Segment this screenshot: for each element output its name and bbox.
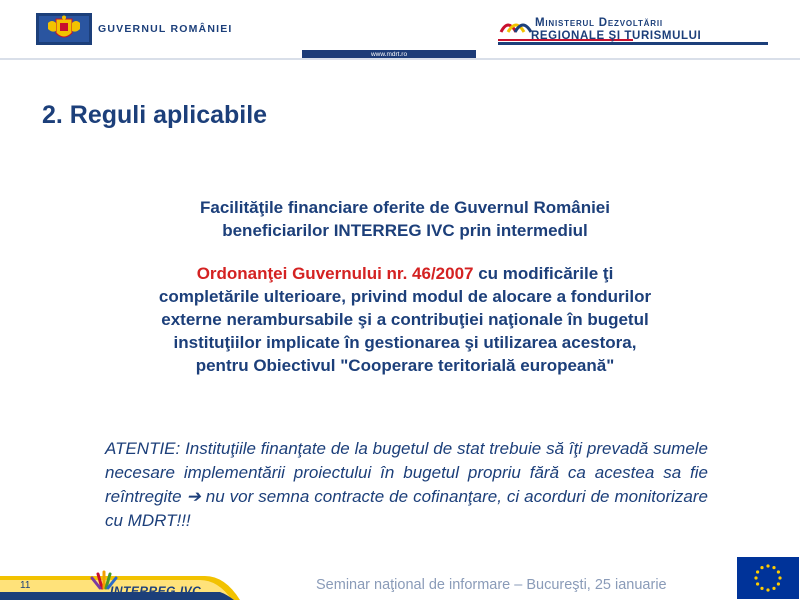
seminar-info: Seminar naţional de informare – Bucureşti, 25 ianuarie	[316, 577, 667, 593]
ordinance-line-3: externe nerambursabile şi a contribuţiei naţionale în bugetul	[161, 310, 649, 329]
slide-title: 2. Reguli aplicabile	[42, 101, 268, 129]
attention-text-1: ATENTIE: Instituţiile finanţate de la bugetul de stat trebuie să îţi prevadă sumele necesare implementării proiectului în bugetul propriu fără ca acestea sa fie reîntregite	[105, 439, 708, 506]
ministry-name-line2: REGIONALE ŞI TURISMULUI	[531, 30, 702, 42]
ordinance-reference: Ordonanţei Guvernului nr. 46/2007	[196, 264, 474, 283]
eu-flag-icon	[737, 557, 799, 599]
ordinance-line-1	[100, 262, 710, 285]
header-divider	[0, 58, 800, 60]
coat-of-arms-icon	[36, 13, 92, 45]
intro-line-2: beneficiarilor INTERREG IVC prin intermediul	[222, 221, 588, 240]
ordinance-text-1: cu modificările ţi	[473, 264, 614, 283]
arrow-right-icon: ➔	[186, 487, 201, 506]
government-label: GUVERNUL ROMÂNIEI	[98, 23, 233, 35]
ordinance-line-5: pentru Obiectivul "Cooperare teritorială europeană"	[195, 356, 615, 375]
ordinance-line-2: completările ulterioare, privind modul de alocare a fondurilor	[158, 287, 652, 306]
header	[0, 0, 800, 60]
ministry-name-line1: Ministerul Dezvoltării	[535, 17, 663, 29]
attention-text-2: nu vor semna contracte de cofinanţare, ci acorduri de monitorizare cu MDRT!!!	[105, 487, 708, 530]
page-number: 11	[20, 580, 31, 591]
program-logo-text: INTERREG IVC	[110, 584, 202, 598]
attention-note	[105, 437, 708, 533]
main-statement	[100, 196, 710, 377]
intro-line-1: Facilităţile financiare oferite de Guvernul României	[199, 198, 610, 217]
website-link[interactable]: www.mdrt.ro	[370, 51, 408, 58]
ordinance-line-4: instituţiilor implicate în gestionarea şi utilizarea acestora,	[173, 333, 637, 352]
